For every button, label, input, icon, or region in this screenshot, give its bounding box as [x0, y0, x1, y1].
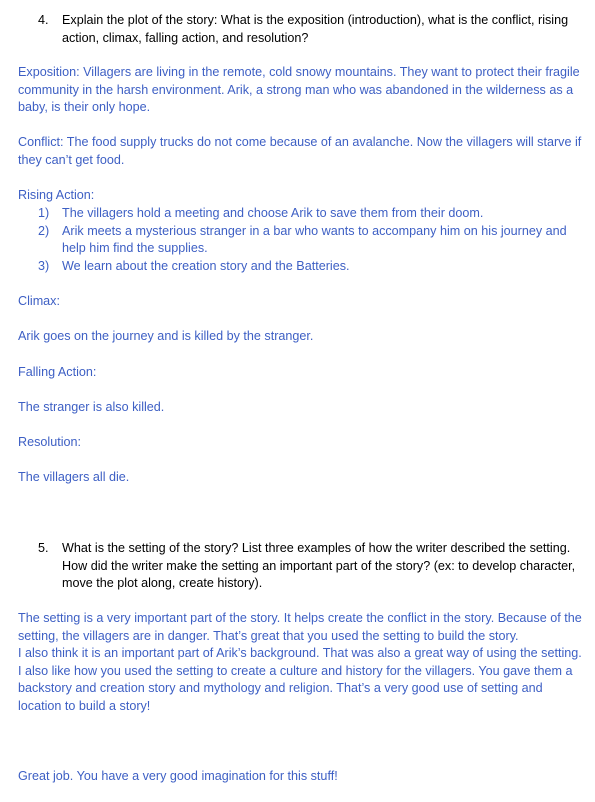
- climax-answer: [18, 328, 583, 346]
- resolution-heading: Resolution:: [18, 435, 82, 449]
- setting-paragraph-1: The setting is a very important part of the story. It helps create the conflict in the story. Because of the setting, the villagers are in danger. That’s great that you used the setting to build the story.: [18, 611, 582, 643]
- question-4-text: Explain the plot of the story: What is the exposition (introduction), what is the conflict, rising action, climax, falling action, and resolution?: [62, 13, 569, 45]
- list-item-number: 2): [38, 223, 50, 238]
- list-item-text: Arik meets a mysterious stranger in a bar who wants to accompany him on his journey and help him find the supplies.: [62, 223, 567, 256]
- list-item: [38, 205, 578, 223]
- climax-text: Arik goes on the journey and is killed by the stranger.: [18, 329, 314, 343]
- closing-remark: [18, 768, 583, 786]
- closing-text: Great job. You have a very good imagination for this stuff!: [18, 769, 338, 783]
- resolution-text: The villagers all die.: [18, 470, 130, 484]
- rising-action-list: [38, 205, 578, 275]
- climax-heading: Climax:: [18, 294, 60, 308]
- list-item-number: 1): [38, 206, 50, 220]
- rising-action-heading-block: [18, 187, 583, 205]
- falling-action-text: The stranger is also killed.: [18, 400, 165, 414]
- resolution-heading-block: [18, 434, 583, 452]
- question-4: [38, 12, 578, 47]
- setting-paragraph-3: I also like how you used the setting to create a culture and history for the villagers. You gave them a backstory and creation story and mythology and religion. That’s a very good use of setting and location to build a story!: [18, 663, 573, 713]
- falling-action-heading-block: [18, 364, 583, 382]
- falling-action-answer: [18, 399, 583, 417]
- question-5-number: 5.: [38, 541, 49, 555]
- list-item-text: The villagers hold a meeting and choose Arik to save them from their doom.: [62, 206, 484, 220]
- question-5: [38, 540, 578, 593]
- question-5-text: What is the setting of the story? List three examples of how the writer described the setting. How did the writer make the setting an important part of the story? (ex: to develop character, move the plot along, create history).: [62, 541, 576, 591]
- exposition-answer: [18, 64, 583, 117]
- list-item-text: We learn about the creation story and the Batteries.: [62, 258, 350, 273]
- resolution-answer: [18, 469, 583, 487]
- list-item: [38, 223, 578, 258]
- falling-action-heading: Falling Action:: [18, 365, 97, 379]
- rising-action-heading: Rising Action:: [18, 188, 95, 202]
- list-item-number: 3): [38, 258, 50, 273]
- setting-answer: [18, 610, 583, 716]
- climax-heading-block: [18, 293, 583, 311]
- setting-paragraph-2: I also think it is an important part of Arik’s background. That was also a great way of using the setting.: [18, 646, 582, 661]
- exposition-text: Exposition: Villagers are living in the remote, cold snowy mountains. They want to protect their fragile community in the harsh environment. Arik, a strong man who was abandoned in the wilderness as a baby, is their only hope.: [18, 65, 580, 115]
- conflict-answer: [18, 134, 583, 169]
- conflict-text: Conflict: The food supply trucks do not come because of an avalanche. Now the villagers will starve if they can’t get food.: [18, 135, 582, 167]
- question-4-number: 4.: [38, 13, 49, 27]
- list-item: [38, 258, 578, 276]
